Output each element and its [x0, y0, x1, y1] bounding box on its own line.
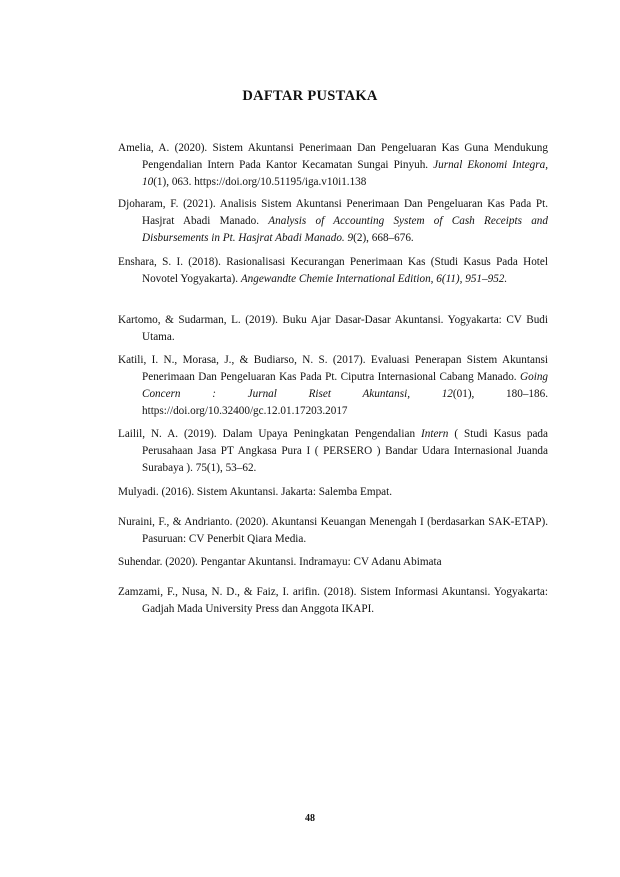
reference-entry [118, 584, 548, 618]
reference-text: Katili, I. N., Morasa, J., & Budiarso, N. S. (2017). Evaluasi Penerapan Sistem Akuntansi Penerimaan Dan Pengeluaran Kas Pada Pt. Ciputra Internasional Cabang Manado. [118, 354, 548, 383]
reference-entry [118, 352, 548, 420]
reference-entry [118, 484, 548, 501]
reference-text: Mulyadi. (2016). Sistem Akuntansi. Jakarta: Salemba Empat. [118, 486, 393, 498]
reference-italic: Jurnal Ekonomi Integra, 10 [142, 159, 548, 188]
reference-text: Lailil, N. A. (2019). Dalam Upaya Peningkatan Pengendalian [118, 428, 422, 440]
reference-text: ( Studi Kasus pada Perusahaan Jasa PT Angkasa Pura I ( PERSERO ) Bandar Udara Internasional Juanda Surabaya ). 75(1), 53–62. [142, 428, 548, 474]
reference-text: Kartomo, & Sudarman, L. (2019). Buku Ajar Dasar-Dasar Akuntansi. Yogyakarta: CV Budi Utama. [118, 314, 548, 343]
reference-entry [118, 254, 548, 288]
reference-italic: Going Concern : Jurnal Riset Akuntansi, 12 [142, 371, 548, 400]
reference-text: Djoharam, F. (2021). Analisis Sistem Akuntansi Penerimaan Dan Pengeluaran Kas Pada Pt. Hasjrat Abadi Manado. [118, 198, 548, 227]
page-title: DAFTAR PUSTAKA [242, 88, 378, 104]
reference-entry [118, 426, 548, 477]
reference-text: Enshara, S. I. (2018). Rasionalisasi Kecurangan Penerimaan Kas (Studi Kasus Pada Hotel Novotel Yogyakarta). [118, 256, 548, 285]
reference-italic: Intern [421, 428, 449, 440]
reference-text: (1), 063. https://doi.org/10.51195/iga.v10i1.138 [153, 176, 367, 188]
reference-entry [118, 140, 548, 191]
reference-text: (01), 180–186. https://doi.org/10.32400/gc.12.01.17203.2017 [142, 388, 549, 417]
page-number: 48 [305, 813, 315, 824]
reference-entry [118, 514, 548, 548]
reference-text: Zamzami, F., Nusa, N. D., & Faiz, I. arifin. (2018). Sistem Informasi Akuntansi. Yogyakarta: Gadjah Mada University Press dan Anggota IKAPI. [118, 586, 548, 615]
reference-text: Nuraini, F., & Andrianto. (2020). Akuntansi Keuangan Menengah I (berdasarkan SAK-ETAP). Pasuruan: CV Penerbit Qiara Media. [118, 516, 548, 545]
reference-text: Suhendar. (2020). Pengantar Akuntansi. Indramayu: CV Adanu Abimata [118, 556, 442, 568]
reference-italic: Angewandte Chemie International Edition, 6(11), 951–952. [240, 273, 508, 285]
reference-entry [118, 312, 548, 346]
reference-entry [118, 554, 548, 571]
reference-entry [118, 196, 548, 247]
reference-italic: Analysis of Accounting System of Cash Receipts and Disbursements in Pt. Hasjrat Abadi Manado. 9 [142, 215, 548, 244]
reference-text: Amelia, A. (2020). Sistem Akuntansi Penerimaan Dan Pengeluaran Kas Guna Mendukung Pengendalian Intern Pada Kantor Kecamatan Sungai Pinyuh. [118, 142, 548, 171]
reference-text: (2), 668–676. [353, 232, 414, 244]
